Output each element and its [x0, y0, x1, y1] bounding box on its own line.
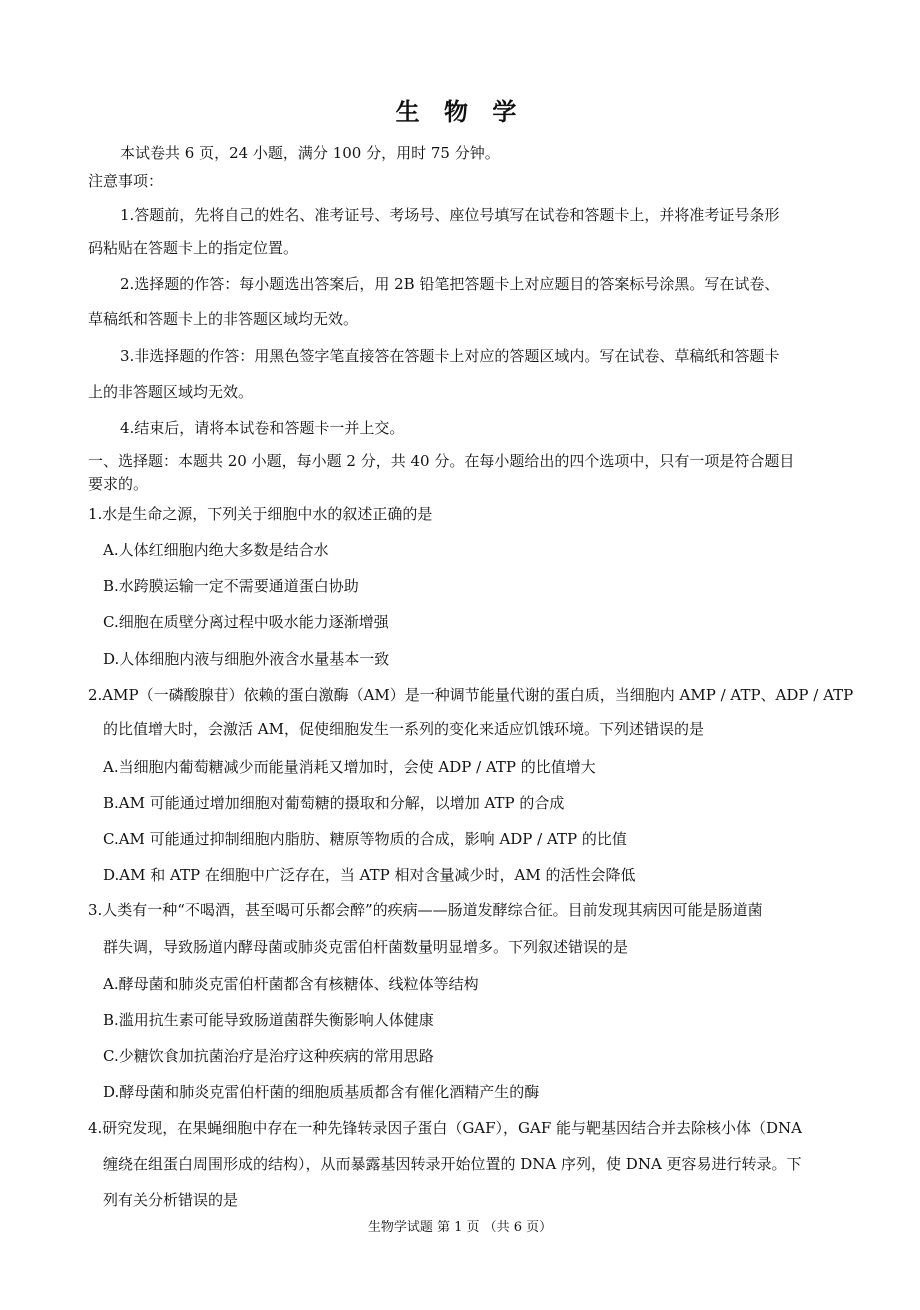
question-3-option-b: B.滥用抗生素可能导致肠道菌群失衡影响人体健康: [103, 1011, 434, 1029]
notice-3-line-2: 上的非答题区域均无效。: [88, 383, 254, 401]
question-3-option-c: C.少糖饮食加抗菌治疗是治疗这种疾病的常用思路: [103, 1047, 434, 1065]
notice-4-line-1: 4.结束后，请将本试卷和答题卡一并上交。: [120, 419, 405, 437]
question-2-option-b: B.AM 可能通过增加细胞对葡萄糖的摄取和分解，以增加 ATP 的合成: [103, 794, 565, 812]
question-3-option-a: A.酵母菌和肺炎克雷伯杆菌都含有核糖体、线粒体等结构: [103, 975, 479, 993]
question-3-stem-line-2: 群失调，导致肠道内酵母菌或肺炎克雷伯杆菌数量明显增多。下列叙述错误的是: [103, 938, 629, 956]
question-4-stem-line-1: 4.研究发现，在果蝇细胞中存在一种先锋转录因子蛋白（GAF），GAF 能与靶基因结合并去除核小体（DNA: [88, 1119, 803, 1137]
question-2-option-c: C.AM 可能通过抑制细胞内脂肪、糖原等物质的合成，影响 ADP / ATP 的比值: [103, 830, 627, 848]
notice-2-line-1: 2.选择题的作答：每小题选出答案后，用 2B 铅笔把答题卡上对应题目的答案标号涂黑。写在试卷、: [120, 275, 780, 293]
question-4-stem-line-3: 列有关分析错误的是: [103, 1191, 239, 1209]
page-title: 生 物 学: [395, 97, 525, 126]
question-2-stem-line-1: 2.AMP（一磷酸腺苷）依赖的蛋白激酶（AM）是一种调节能量代谢的蛋白质，当细胞内 AMP / ATP、ADP / ATP: [88, 686, 854, 704]
intro-text: 本试卷共 6 页，24 小题，满分 100 分，用时 75 分钟。: [120, 144, 500, 162]
question-3-stem-line-1: 3.人类有一种“不喝酒，甚至喝可乐都会醉”的疾病——肠道发酵综合征。目前发现其病因可能是肠道菌: [88, 901, 763, 919]
question-1-option-a: A.人体红细胞内绝大多数是结合水: [103, 541, 329, 559]
notice-1-line-2: 码粘贴在答题卡上的指定位置。: [88, 239, 299, 257]
question-2-option-a: A.当细胞内葡萄糖减少而能量消耗又增加时，会使 ADP / ATP 的比值增大: [103, 758, 596, 776]
question-1-option-b: B.水跨膜运输一定不需要通道蛋白协助: [103, 577, 359, 595]
notice-heading: 注意事项：: [88, 172, 164, 190]
question-2-stem-line-2: 的比值增大时，会激活 AM，促使细胞发生一系列的变化来适应饥饿环境。下列述错误的是: [103, 720, 704, 738]
question-1-stem: 1.水是生命之源，下列关于细胞中水的叙述正确的是: [88, 505, 433, 523]
question-3-option-d: D.酵母菌和肺炎克雷伯杆菌的细胞质基质都含有催化酒精产生的酶: [103, 1083, 540, 1101]
notice-3-line-1: 3.非选择题的作答：用黑色签字笔直接答在答题卡上对应的答题区域内。写在试卷、草稿纸和答题卡: [120, 347, 780, 365]
question-1-option-c: C.细胞在质壁分离过程中吸水能力逐渐增强: [103, 613, 389, 631]
question-1-option-d: D.人体细胞内液与细胞外液含水量基本一致: [103, 650, 390, 668]
notice-2-line-2: 草稿纸和答题卡上的非答题区域均无效。: [88, 310, 359, 328]
question-4-stem-line-2: 缠绕在组蛋白周围形成的结构），从而暴露基因转录开始位置的 DNA 序列，使 DNA 更容易进行转录。下: [103, 1155, 802, 1173]
section-heading-line-2: 要求的。: [88, 475, 149, 493]
section-heading-line-1: 一、选择题：本题共 20 小题，每小题 2 分，共 40 分。在每小题给出的四个选项中，只有一项是符合题目: [88, 452, 795, 470]
page-footer: 生物学试题 第 1 页 （共 6 页）: [367, 1220, 553, 1235]
question-2-option-d: D.AM 和 ATP 在细胞中广泛存在，当 ATP 相对含量减少时，AM 的活性会降低: [103, 866, 636, 884]
notice-1-line-1: 1.答题前，先将自己的姓名、准考证号、考场号、座位号填写在试卷和答题卡上，并将准考证号条形: [120, 206, 780, 224]
